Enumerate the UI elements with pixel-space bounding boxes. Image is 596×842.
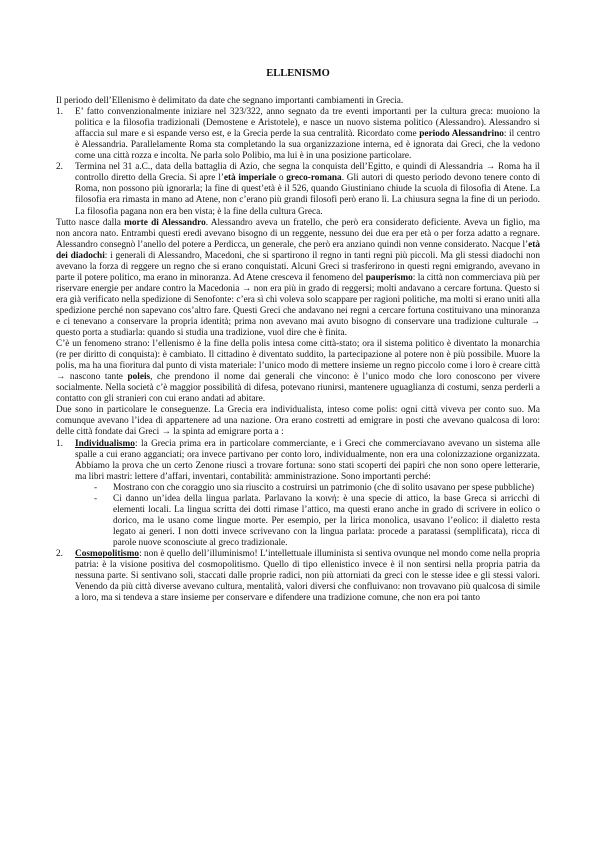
document-title: ELLENISMO [266, 68, 330, 79]
item-number: 1. [56, 107, 63, 118]
item-text: Termina nel 31 a.C., data della battaglia di Azio, che segna la conquista dell’Egitto, e quindi di Alessandria → Roma ha il controllo diretto della Grecia. Si apre l’ [75, 162, 540, 184]
bullet-text: Mostrano con che coraggio uno sia riuscito a costruirsi un patrimonio (che di solito usavano per spese pubbliche) [113, 482, 535, 493]
list-item [56, 549, 540, 604]
dash-marker: - [94, 493, 98, 504]
bold-term: età imperiale [223, 173, 277, 184]
item-text: : non è quello dell’illuminismo! L’intellettuale illuminista si sentiva ovunque nel mondo come nella propria patria: è la visione positiva del cosmopolitismo. Quello di tipo ellenistico invece è il non sentirsi nella propria patria da nessuna parte. Si sentivano soli, staccati dalle proprie radici, non più attorniati da greci con le stesse idee e gli stessi valori. Venendo da più città diverse avevano cultura, mentalità, valori diversi che confluivano: non trovavano più qualcosa di simile a loro, ma si tendeva a stare insieme per conservare e difendere una tradizione comune, che non era poi tanto [75, 548, 540, 604]
bold-term: greco-romana [286, 173, 342, 184]
bold-term: età dei diadochi [56, 239, 541, 261]
item-number: 2. [56, 162, 63, 173]
dash-marker: - [94, 482, 98, 493]
document-page [56, 68, 540, 604]
intro-paragraph: Il periodo dell’Ellenismo è delimitato da date che segnano importanti cambiamenti in Grecia. [56, 96, 404, 107]
bullet-item [94, 483, 540, 494]
bold-term: poleis [127, 372, 151, 383]
item-text: : il centro è Alessandria. Parallelamente Roma sta completando la sua organizzazione interna, ed è ignorata dai Greci, che la vedono come una città rozza e incolta. Ne parla solo Polibio, ma lui è in una posizione particolare. [75, 129, 540, 162]
item-number: 1. [56, 438, 63, 449]
bullet-item [94, 494, 540, 549]
text-run: C’è un fenomeno strano: l’ellenismo è la fine della polis intesa come città-stato; ora il sistema politico è diventato la monarchia (re per diritto di conquista): è cambiato. Il cittadino è diventato suddito, la partecipazione al potere non è più possibile. Muore la polis, ma ha una fioritura dal punto di vista materiale: l’unico modo di mettere insieme un regno piccolo come i loro è creare città → nascono tante [56, 339, 540, 383]
list-item [56, 107, 540, 162]
bold-term: periodo Alessandrino [419, 129, 504, 140]
body-paragraph [56, 218, 540, 340]
item-text: o [276, 173, 287, 184]
bold-term: pauperismo [365, 272, 413, 283]
list-item [56, 162, 540, 217]
text-run: , che prendono il nome dai generali che vincono: è l’unico modo che loro conoscono per vivere socialmente. Nella società c’è maggior possibilità di difesa, potevano riunirsi, mantenere uguaglianza di costumi, senza perderli a contatto con gli stranieri con cui erano andati ad abitare. [56, 372, 540, 405]
dates-list [56, 107, 540, 217]
item-text: : la Grecia prima era in particolare commerciante, e i Greci che commerciavano avevano un sistema alle spalle a cui erano agganciati; ora invece partivano per conto loro, individualmente, non era una colonizzazione organizzata. Abbiamo la prova che un certo Zenone riuscì a trovare fortuna: sono stati scoperti dei papiri che non sono opere letterarie, ma libri mastri: lettere d’affari, inventari, contabilità: amministrazione. Sono importanti perché: [75, 438, 540, 482]
item-text: . Gli autori di questo periodo devono tenere conto di Roma, non possono più ignorarla; la fine di quest’età è il 526, quando Giustiniano chiude la scuola di filosofia di Atene. La filosofia era rimasta in mano ad Atene, non c’erano più grandi filosofi però erano lì. La chiusura segna la fine di un periodo. La filosofia pagana non era ben vista; è la fine della cultura Greca. [75, 173, 541, 217]
section-heading: Individualismo [75, 438, 135, 449]
bullet-text: Ci danno un’idea della lingua parlata. Parlavano la κοινή: è una specie di attico, la base Greca si arricchì di elementi locali. La lingua scritta dei dotti rimase l’attico, ma questi erano anche in grado di scrivere in eolico o dorico, ma le usano come lingue morte. Per esempio, per la lirica monolica, usavano l’eolico: il dialetto resta legato ai generi. I non dotti invece scrivevano con la lingua parlata: procede a paratassi (semplificata), ricca di parole nuove sconosciute al greco tradizionale. [113, 493, 540, 548]
item-text: E’ fatto convenzionalmente iniziare nel 323/322, anno segnato da tre eventi importanti per la cultura greca: muoiono la politica e la filosofia tradizionali (Demostene e Aristotele), e nasce un nuovo sistema politico (Alessandro). Alessandro si affaccia sul mare e si espande verso est, e la Grecia perde la sua centralità. Ricordato come [75, 107, 540, 140]
list-item [56, 439, 540, 549]
text-run: : la città non commerciava più per riservare energie per andare contro la Macedonia → non era più in grado di reggersi; molti andavano a cercare fortuna. Questo si era già verificato nella spedizione di Senofonte: c’era sì chi voleva solo scappare per ragioni politiche, ma molti si erano uniti alla spedizione perché non sapevano cos’altro fare. Questi Greci che andavano nei regni a cercare fortuna costituivano una minoranza e ci tenevano a conservare la propria identità; prima non avevano mai avuto bisogno di conservare una tradizione culturale → questo porta a studiarla: quando si studia una tradizione, vuol dire che è finita. [56, 272, 540, 339]
text-run: Tutto nasce dalla [56, 217, 125, 228]
bold-term: morte di Alessandro [124, 217, 206, 228]
body-paragraph [56, 339, 540, 405]
section-heading: Cosmopolitismo [75, 548, 140, 559]
item-number: 2. [56, 548, 63, 559]
body-paragraph: Due sono in particolare le conseguenze. La Grecia era individualista, inteso come polis: ogni città viveva per conto suo. Ma comunque avevano l’idea di appartenere ad una nazione. Ora erano costretti ad emigrare in posti che avevano qualcosa di loro: delle città fondate dai Greci → la spinta ad emigrare porta a : [56, 405, 540, 438]
bullet-list [75, 483, 540, 549]
text-run: : i generali di Alessandro, Macedoni, che si spartirono il regno in tanti regni più piccoli. Ma gli stessi diadochi non avevano la forza di reggere un regno che si erano conquistati. Alcuni Greci si trasferirono in questi regni emigrando, avevano in parte il potere politico, ma erano in minoranza. Ad Atene cresceva il fenomeno del [56, 250, 540, 283]
consequences-list [56, 439, 540, 605]
text-run: . Alessandro aveva un fratello, che però era considerato deficiente. Aveva un figlio, ma non ancora nato. Entrambi questi eredi avevano bisogno di un reggente, nessuno dei due era per età o per forza adatto a regnare. Alessandro consegnò l’anello del potere a Perdicca, un generale, che però era anziano quindi non venne considerato. Nacque l’ [56, 217, 540, 250]
